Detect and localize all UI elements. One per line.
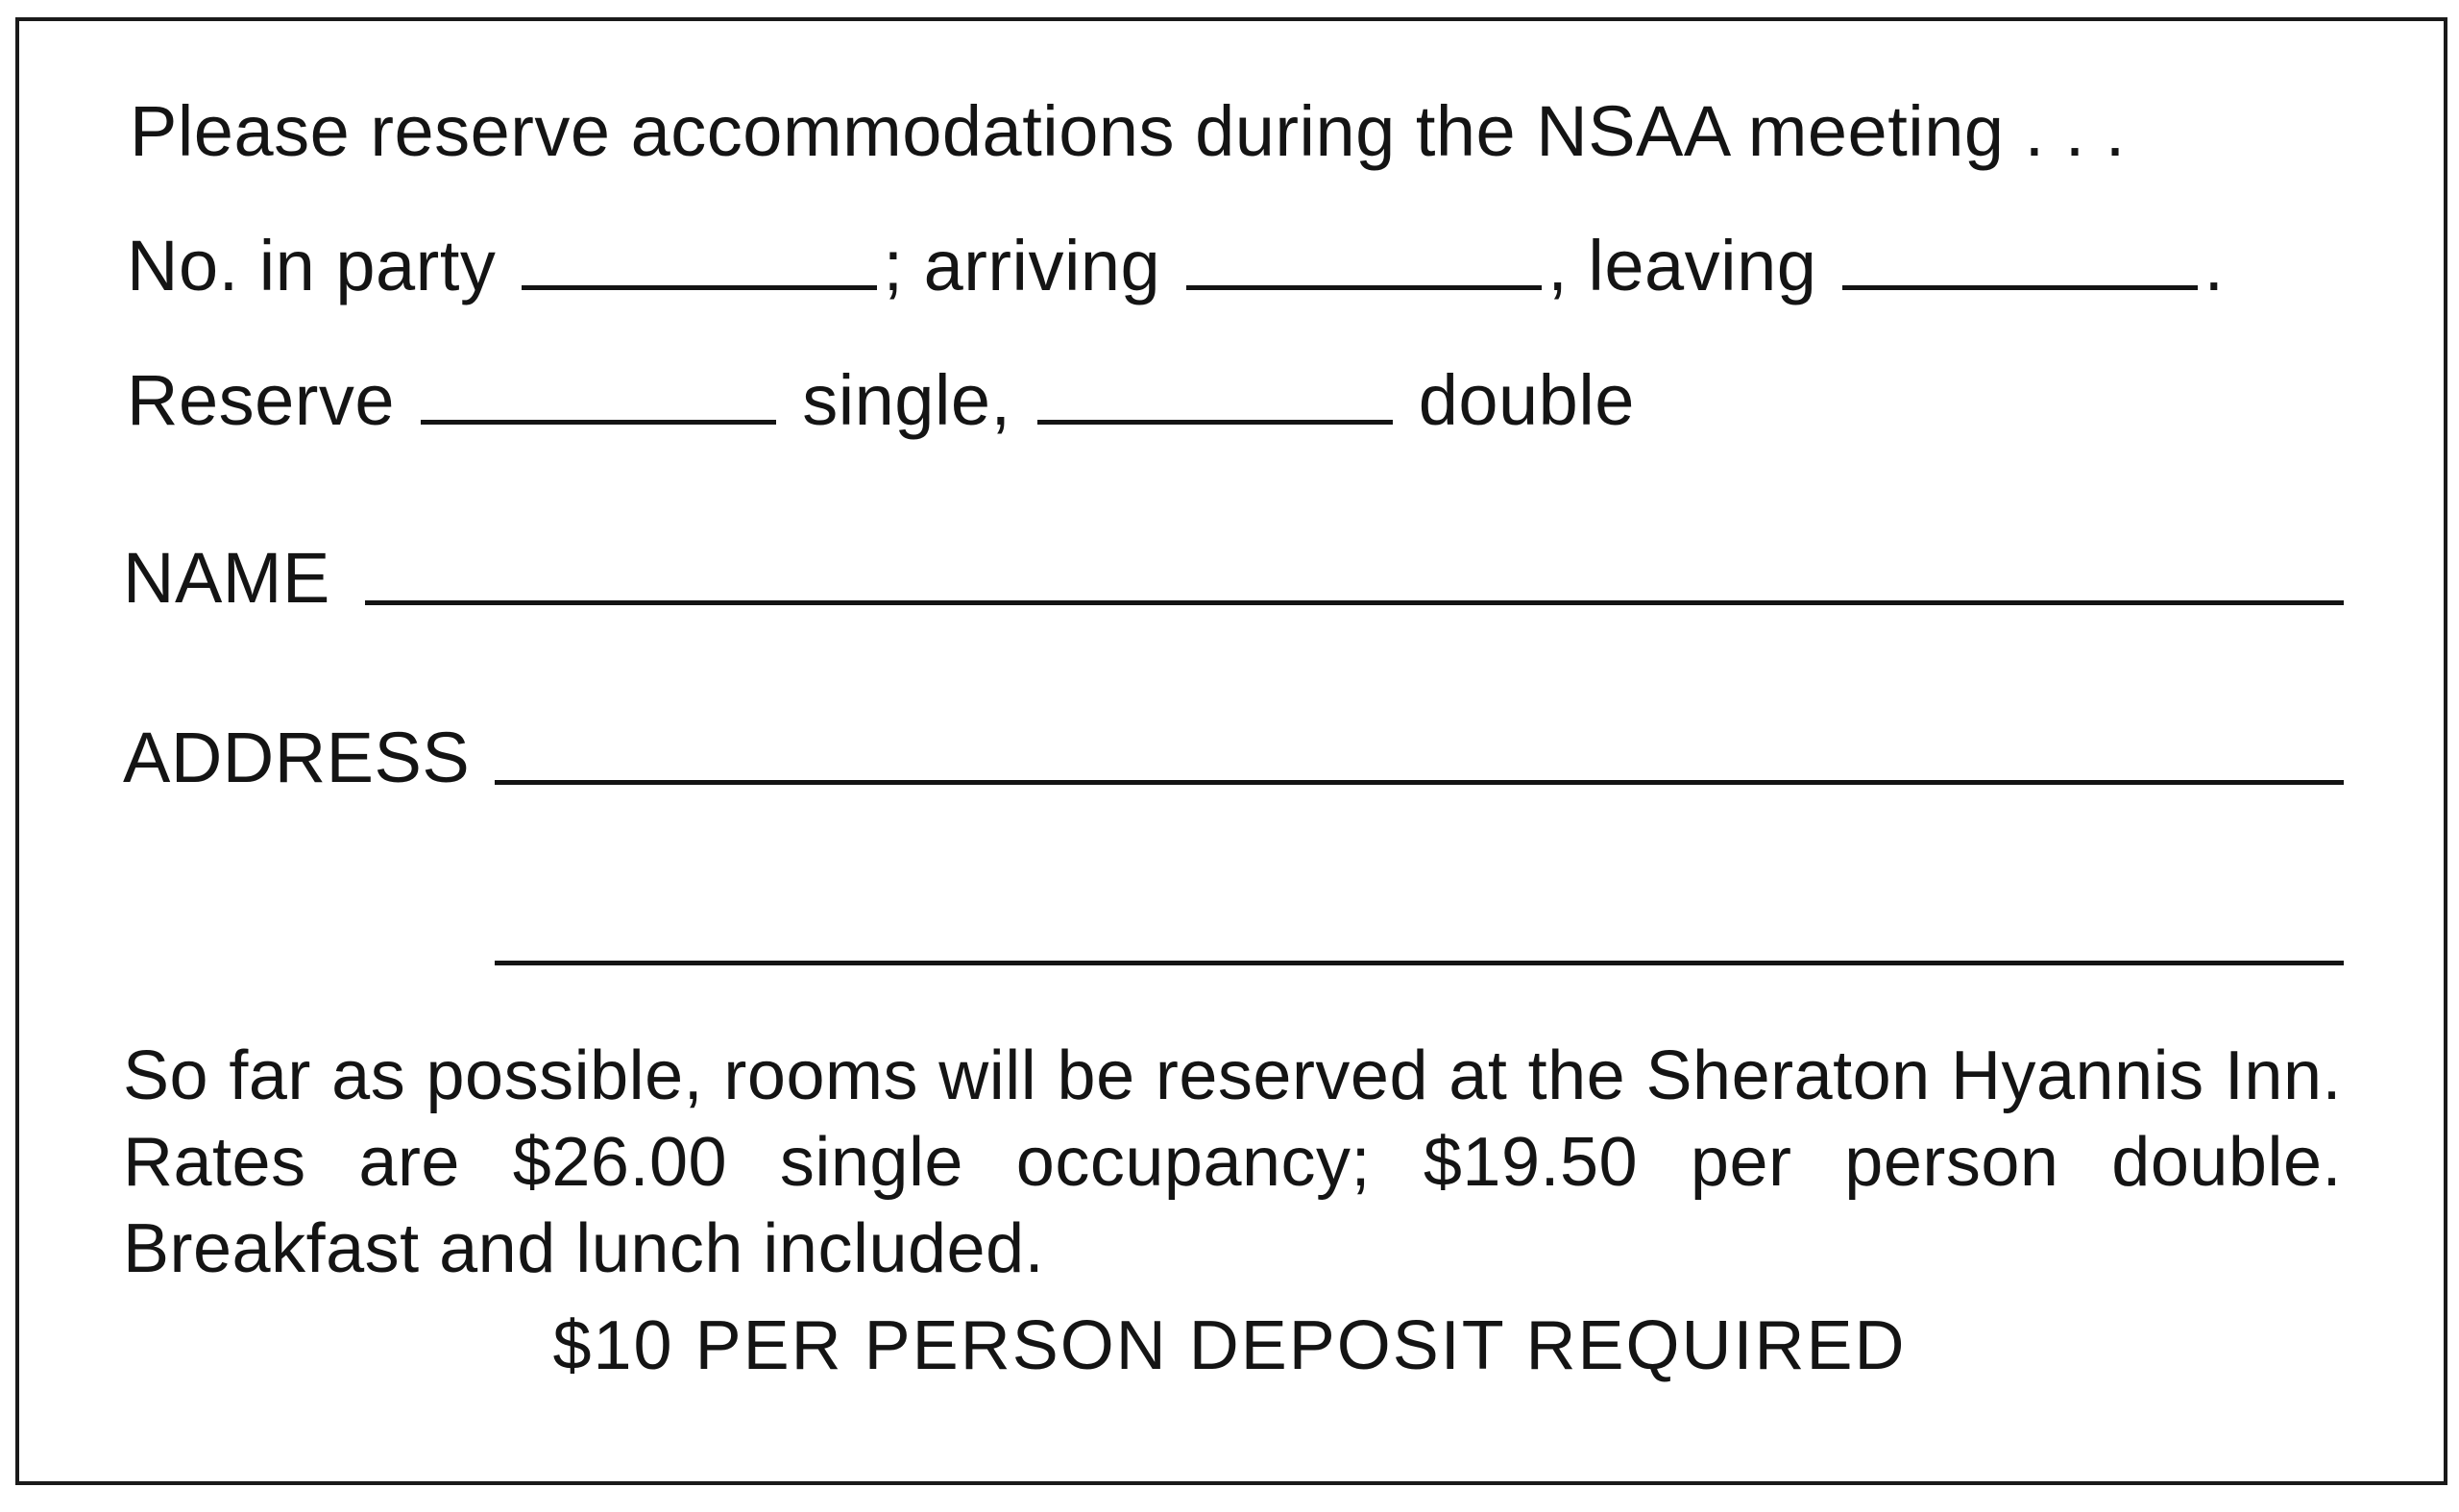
deposit-notice: $10 PER PERSON DEPOSIT REQUIRED: [552, 1307, 1907, 1384]
address-label: ADDRESS: [123, 718, 471, 797]
arriving-label: ; arriving: [883, 226, 1161, 305]
address-field-line-2[interactable]: [495, 961, 2344, 965]
party-count-field[interactable]: [522, 285, 877, 290]
address-field-line-1[interactable]: [495, 780, 2344, 785]
rates-paragraph: So far as possible, rooms will be reserved at the Sheraton Hyannis Inn. Rates are $26.00 single occupancy; $19.50 per person double. Breakfast and lunch included.: [123, 1037, 2342, 1287]
end-period: .: [2203, 226, 2225, 305]
leaving-date-field[interactable]: [1842, 285, 2198, 290]
leaving-label: , leaving: [1547, 226, 1817, 305]
name-label: NAME: [123, 538, 330, 618]
intro-text: Please reserve accommodations during the NSAA meeting . . .: [130, 91, 2126, 171]
double-label: double: [1418, 360, 1635, 440]
party-row: [127, 226, 2225, 305]
arriving-date-field[interactable]: [1186, 285, 1542, 290]
party-label: No. in party: [127, 226, 497, 305]
reserve-label: Reserve: [127, 360, 396, 440]
reserve-row: [127, 360, 1635, 440]
double-count-field[interactable]: [1037, 420, 1393, 425]
name-field[interactable]: [365, 600, 2344, 605]
single-label: single,: [802, 360, 1011, 440]
single-count-field[interactable]: [421, 420, 776, 425]
